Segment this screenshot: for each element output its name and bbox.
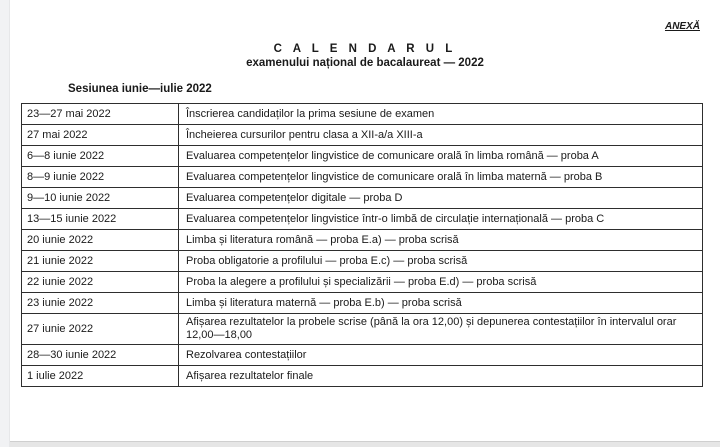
- event-cell: Înscrierea candidaților la prima sesiune de examen: [179, 104, 703, 125]
- table-row: [22, 272, 703, 293]
- table-row: [22, 314, 703, 345]
- event-cell: Încheierea cursurilor pentru clasa a XII-a/a XIII-a: [179, 125, 703, 146]
- event-cell: Evaluarea competențelor lingvistice de comunicare orală în limba română — proba A: [179, 146, 703, 167]
- date-cell: 20 iunie 2022: [22, 230, 179, 251]
- event-cell: Evaluarea competențelor digitale — proba D: [179, 188, 703, 209]
- event-cell: Limba și literatura română — proba E.a) — proba scrisă: [179, 230, 703, 251]
- date-cell: 27 mai 2022: [22, 125, 179, 146]
- event-cell: Afișarea rezultatelor finale: [179, 366, 703, 387]
- date-cell: 21 iunie 2022: [22, 251, 179, 272]
- table-row: [22, 167, 703, 188]
- document-title: [10, 42, 720, 70]
- table-row: [22, 366, 703, 387]
- title-line-2: examenului național de bacalaureat — 2022: [246, 57, 484, 69]
- event-cell: Evaluarea competențelor lingvistice într-o limbă de circulație internațională — proba C: [179, 209, 703, 230]
- date-cell: 23 iunie 2022: [22, 293, 179, 314]
- date-cell: 27 iunie 2022: [22, 314, 179, 345]
- date-cell: 13—15 iunie 2022: [22, 209, 179, 230]
- table-row: [22, 230, 703, 251]
- date-cell: 8—9 iunie 2022: [22, 167, 179, 188]
- date-cell: 6—8 iunie 2022: [22, 146, 179, 167]
- date-cell: 28—30 iunie 2022: [22, 345, 179, 366]
- date-cell: 9—10 iunie 2022: [22, 188, 179, 209]
- table-row: [22, 188, 703, 209]
- exam-calendar-table: [21, 103, 703, 387]
- left-gutter: [0, 0, 10, 447]
- event-cell: Evaluarea competențelor lingvistice de comunicare orală în limba maternă — proba B: [179, 167, 703, 188]
- date-cell: 1 iulie 2022: [22, 366, 179, 387]
- date-cell: 23—27 mai 2022: [22, 104, 179, 125]
- table-row: [22, 209, 703, 230]
- event-cell: Rezolvarea contestațiilor: [179, 345, 703, 366]
- table-row: [22, 251, 703, 272]
- table-row: [22, 104, 703, 125]
- event-cell: Limba și literatura maternă — proba E.b) — proba scrisă: [179, 293, 703, 314]
- annex-label: ANEXĂ: [664, 21, 700, 32]
- table-row: [22, 293, 703, 314]
- session-heading: Sesiunea iunie—iulie 2022: [68, 83, 212, 95]
- event-cell: Proba la alegere a profilului și specializării — proba E.d) — proba scrisă: [179, 272, 703, 293]
- calendar-table-body: [22, 104, 703, 387]
- table-row: [22, 146, 703, 167]
- event-cell: Afișarea rezultatelor la probele scrise (până la ora 12,00) și depunerea contestațiilor în intervalul orar 12,00—18,00: [179, 314, 703, 345]
- date-cell: 22 iunie 2022: [22, 272, 179, 293]
- event-cell: Proba obligatorie a profilului — proba E.c) — proba scrisă: [179, 251, 703, 272]
- title-line-1: C A L E N D A R U L: [273, 43, 457, 55]
- table-row: [22, 125, 703, 146]
- table-row: [22, 345, 703, 366]
- horizontal-scrollbar-track[interactable]: [10, 441, 720, 447]
